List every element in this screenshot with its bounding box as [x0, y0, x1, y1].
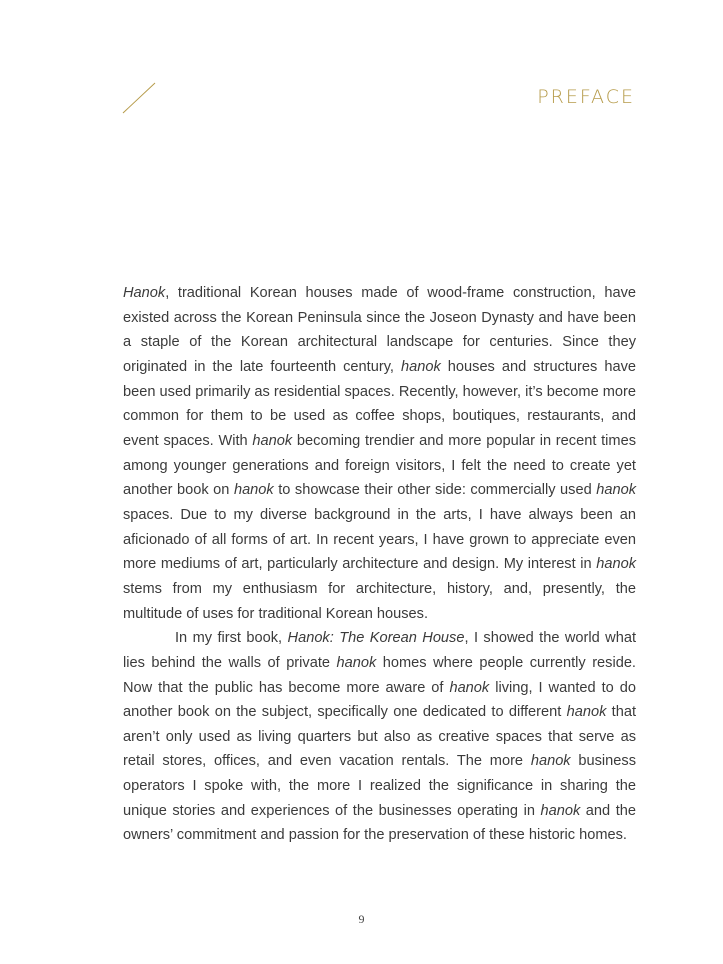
- italic-term: hanok: [449, 679, 490, 696]
- italic-term: hanok: [530, 753, 571, 770]
- italic-term: hanok: [401, 358, 441, 375]
- italic-term: hanok: [540, 802, 581, 819]
- italic-term: Hanok: The Korean House: [287, 630, 465, 647]
- italic-term: hanok: [336, 654, 377, 671]
- paragraph-1: Hanok, traditional Korean houses made of wood-frame construction, have existed across the Korean Peninsula since the Joseon Dynasty and have been a staple of the Korean architectural landscape for centuries. Since they originated in the late fourteenth century, hanok houses and structures have been used primarily as residential spaces. Recently, however, it’s become more common for them to be used as coffee shops, boutiques, restaurants, and event spaces. With hanok becoming trendier and more popular in recent times among younger generations and foreign visitors, I felt the need to create yet another book on hanok to showcase their other side: commercially used hanok spaces. Due to my diverse background in the arts, I have always been an aficionado of all forms of art. In recent years, I have grown to appreciate even more mediums of art, particularly architecture and design. My interest in hanok stems from my enthusiasm for architecture, history, and, presently, the multitude of uses for traditional Korean houses.: [123, 285, 637, 622]
- diagonal-slash-icon: [122, 82, 156, 114]
- italic-term: hanok: [233, 482, 274, 499]
- italic-term: hanok: [566, 704, 607, 721]
- chapter-title: PREFACE: [537, 86, 635, 108]
- preface-body: [123, 281, 636, 848]
- italic-term: hanok: [596, 482, 636, 499]
- paragraph-2: In my first book, Hanok: The Korean House, I showed the world what lies behind the walls of private hanok homes where people currently reside. Now that the public has become more aware of hanok living, I wanted to do another book on the subject, specifically one dedicated to different hanok that aren’t only used as living quarters but also as creative spaces that serve as retail stores, offices, and even vacation rentals. The more hanok business operators I spoke with, the more I realized the significance in sharing the unique stories and experiences of the businesses operating in hanok and the owners’ commitment and passion for the preservation of these historic homes.: [123, 630, 637, 844]
- italic-term: hanok: [596, 556, 636, 573]
- italic-term: hanok: [252, 432, 293, 449]
- page-number: 9: [358, 912, 365, 926]
- italic-term: Hanok: [123, 285, 166, 301]
